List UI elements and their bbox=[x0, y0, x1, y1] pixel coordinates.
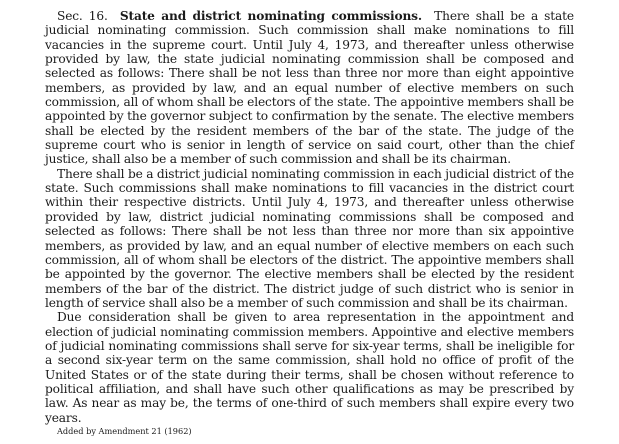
section-paragraph-2: There shall be a district judicial nominating commission in each judicial district of the state. Such commissions shall make nominations to fill vacancies in the district court within their respective districts. Until July 4, 1973, and thereafter unless otherwise provided by law, district judicial nominating commissions shall be composed and selected as follows: There shall be not less than three nor more than six appointive members, as provided by law, and an equal number of elective members on each such commission, all of whom shall be electors of the district. The appointive members shall be appointed by the governor. The elective members shall be elected by the resident members of the bar of the district. The district judge of such district who is senior in length of service shall also be a member of such commission and shall be its chairman. bbox=[45, 166, 574, 310]
section-title: State and district nominating commissions. bbox=[119, 9, 422, 23]
amendment-note: Added by Amendment 21 (1962) bbox=[57, 425, 192, 436]
section-paragraph-3: Due consideration shall be given to area representation in the appointment and election of judicial nominating commission members. Appointive and elective members of judicial nominating commissions shall serve for six-year terms, shall be ineligible for a second six-year term on the same commission, shall hold no office of profit of the United States or of the state during their terms, shall be chosen without reference to political affiliation, and shall have such other qualifications as may be prescribed by law. As near as may be, the terms of one-third of such members shall expire every two years. bbox=[45, 310, 574, 425]
section-number: Sec. 16. bbox=[57, 9, 108, 23]
document-page bbox=[45, 9, 574, 436]
section-paragraph-1 bbox=[45, 9, 574, 167]
paragraph-1-text: There shall be a state judicial nominating commission. Such commission shall make nominations to fill vacancies in the supreme court. Until July 4, 1973, and thereafter unless otherwise provided by law, the state judicial nominating commission shall be composed and selected as follows: There shall be not less than three nor more than eight appointive members, as provided by law, and an equal number of elective members on such commission, all of whom shall be electors of the state. The appointive members shall be appointed by the governor subject to confirmation by the senate. The elective members shall be elected by the resident members of the bar of the state. The judge of the supreme court who is senior in length of service on said court, other than the chief justice, shall also be a member of such commission and shall be its chairman. bbox=[45, 9, 574, 167]
